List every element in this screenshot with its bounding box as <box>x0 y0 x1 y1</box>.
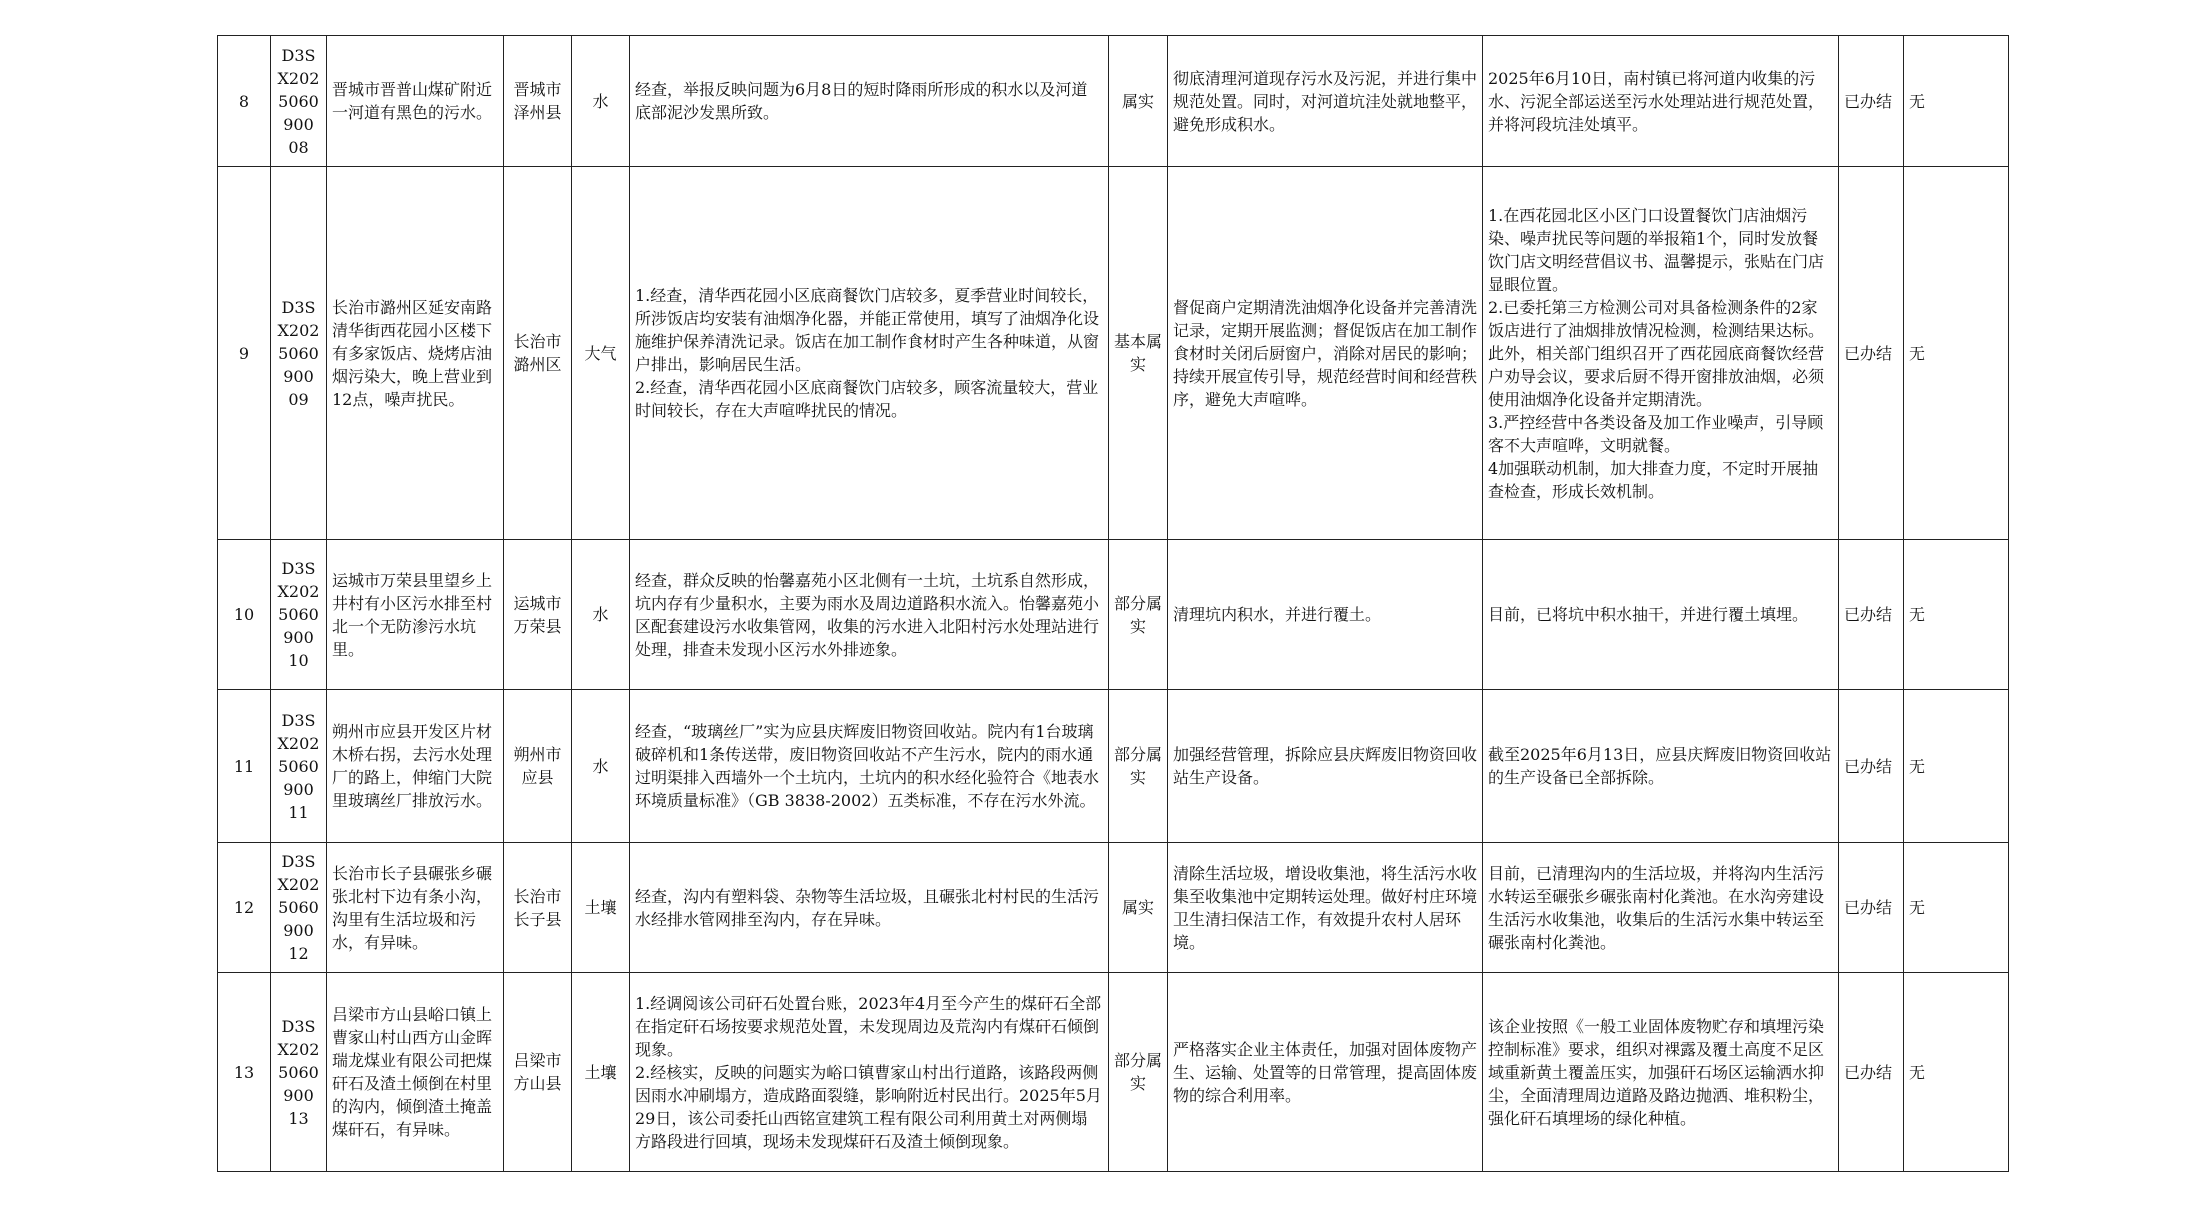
complaint-text: 晋城市晋普山煤矿附近一河道有黑色的污水。 <box>327 36 504 167</box>
case-code: D3SX2025060900 11 <box>271 690 327 843</box>
complaint-text: 吕梁市方山县峪口镇上曹家山村山西方山金晖瑞龙煤业有限公司把煤矸石及渣土倾倒在村里的沟内，倾倒渣土掩盖煤矸石，有异味。 <box>327 973 504 1172</box>
rectification-measures: 督促商户定期清洗油烟净化设备并完善清洗记录，定期开展监测；督促饭店在加工制作食材时关闭后厨窗户，消除对居民的影响；持续开展宣传引导，规范经营时间和经营秩序，避免大声喧哗。 <box>1168 167 1483 540</box>
rectification-measures: 彻底清理河道现存污水及污泥，并进行集中规范处置。同时，对河道坑洼处就地整平，避免形成积水。 <box>1168 36 1483 167</box>
case-code: D3SX2025060900 12 <box>271 843 327 973</box>
table-row <box>218 973 2009 1172</box>
verdict: 部分属实 <box>1109 973 1168 1172</box>
complaint-table <box>217 35 2009 1172</box>
rectification-progress: 2025年6月10日，南村镇已将河道内收集的污水、污泥全部运送至污水处理站进行规范处置，并将河段坑洼处填平。 <box>1483 36 1839 167</box>
complaint-text: 长治市长子县碾张乡碾张北村下边有条小沟，沟里有生活垃圾和污水，有异味。 <box>327 843 504 973</box>
row-number: 11 <box>218 690 271 843</box>
location: 晋城市泽州县 <box>504 36 572 167</box>
status: 已办结 <box>1839 167 1904 540</box>
location: 长治市潞州区 <box>504 167 572 540</box>
accountability: 无 <box>1904 540 2009 690</box>
rectification-progress: 1.在西花园北区小区门口设置餐饮门店油烟污染、噪声扰民等问题的举报箱1个，同时发放餐饮门店文明经营倡议书、温馨提示，张贴在门店显眼位置。 2.已委托第三方检测公司对具备检测条件的2家饭店进行了油烟排放情况检测，检测结果达标。此外，相关部门组织召开了西花园底商餐饮经营户劝导会议，要求后厨不得开窗排放油烟，必须使用油烟净化设备并定期清洗。 3.严控经营中各类设备及加工作业噪声，引导顾客不大声喧哗，文明就餐。 4加强联动机制，加大排查力度，不定时开展抽查检查，形成长效机制。 <box>1483 167 1839 540</box>
complaint-text: 运城市万荣县里望乡上井村有小区污水排至村北一个无防渗污水坑里。 <box>327 540 504 690</box>
pollution-type: 土壤 <box>572 973 630 1172</box>
rectification-progress: 目前，已清理沟内的生活垃圾，并将沟内生活污水转运至碾张乡碾张南村化粪池。在水沟旁建设生活污水收集池，收集后的生活污水集中转运至碾张南村化粪池。 <box>1483 843 1839 973</box>
rectification-measures: 清除生活垃圾，增设收集池，将生活污水收集至收集池中定期转运处理。做好村庄环境卫生清扫保洁工作，有效提升农村人居环境。 <box>1168 843 1483 973</box>
case-code: D3SX2025060900 10 <box>271 540 327 690</box>
investigation-findings: 经查，“玻璃丝厂”实为应县庆辉废旧物资回收站。院内有1台玻璃破碎机和1条传送带，废旧物资回收站不产生污水，院内的雨水通过明渠排入西墙外一个土坑内，土坑内的积水经化验符合《地表水环境质量标准》（GB 3838-2002）五类标准，不存在污水外流。 <box>630 690 1109 843</box>
pollution-type: 大气 <box>572 167 630 540</box>
row-number: 10 <box>218 540 271 690</box>
verdict: 部分属实 <box>1109 540 1168 690</box>
case-code: D3SX2025060900 13 <box>271 973 327 1172</box>
status: 已办结 <box>1839 843 1904 973</box>
accountability: 无 <box>1904 843 2009 973</box>
verdict: 属实 <box>1109 843 1168 973</box>
table-row <box>218 36 2009 167</box>
location: 吕梁市方山县 <box>504 973 572 1172</box>
case-code: D3SX2025060900 08 <box>271 36 327 167</box>
rectification-measures: 严格落实企业主体责任，加强对固体废物产生、运输、处置等的日常管理，提高固体废物的综合利用率。 <box>1168 973 1483 1172</box>
verdict: 属实 <box>1109 36 1168 167</box>
verdict: 基本属实 <box>1109 167 1168 540</box>
table-row <box>218 843 2009 973</box>
row-number: 13 <box>218 973 271 1172</box>
status: 已办结 <box>1839 690 1904 843</box>
table-row <box>218 690 2009 843</box>
pollution-type: 水 <box>572 36 630 167</box>
accountability: 无 <box>1904 973 2009 1172</box>
pollution-type: 土壤 <box>572 843 630 973</box>
row-number: 12 <box>218 843 271 973</box>
investigation-findings: 1.经查，清华西花园小区底商餐饮门店较多，夏季营业时间较长，所涉饭店均安装有油烟净化器，并能正常使用，填写了油烟净化设施维护保养清洗记录。饭店在加工制作食材时产生各种味道，从窗户排出，影响居民生活。 2.经查，清华西花园小区底商餐饮门店较多，顾客流量较大，营业时间较长，存在大声喧哗扰民的情况。 <box>630 167 1109 540</box>
accountability: 无 <box>1904 690 2009 843</box>
rectification-progress: 目前，已将坑中积水抽干，并进行覆土填埋。 <box>1483 540 1839 690</box>
case-code: D3SX2025060900 09 <box>271 167 327 540</box>
investigation-findings: 1.经调阅该公司矸石处置台账，2023年4月至今产生的煤矸石全部在指定矸石场按要求规范处置，未发现周边及荒沟内有煤矸石倾倒现象。 2.经核实，反映的问题实为峪口镇曹家山村出行道路，该路段两侧因雨水冲刷塌方，造成路面裂缝，影响附近村民出行。2025年5月29日，该公司委托山西铭宣建筑工程有限公司利用黄土对两侧塌方路段进行回填，现场未发现煤矸石及渣土倾倒现象。 <box>630 973 1109 1172</box>
complaint-text: 长治市潞州区延安南路清华街西花园小区楼下有多家饭店、烧烤店油烟污染大，晚上营业到12点，噪声扰民。 <box>327 167 504 540</box>
rectification-progress: 该企业按照《一般工业固体废物贮存和填埋污染控制标准》要求，组织对裸露及覆土高度不足区域重新黄土覆盖压实，加强矸石场区运输洒水抑尘，全面清理周边道路及路边抛洒、堆积粉尘，强化矸石填埋场的绿化种植。 <box>1483 973 1839 1172</box>
table-row <box>218 167 2009 540</box>
investigation-findings: 经查，群众反映的怡馨嘉苑小区北侧有一土坑，土坑系自然形成，坑内存有少量积水，主要为雨水及周边道路积水流入。怡馨嘉苑小区配套建设污水收集管网，收集的污水进入北阳村污水处理站进行处理，排查未发现小区污水外排迹象。 <box>630 540 1109 690</box>
verdict: 部分属实 <box>1109 690 1168 843</box>
pollution-type: 水 <box>572 690 630 843</box>
accountability: 无 <box>1904 167 2009 540</box>
row-number: 8 <box>218 36 271 167</box>
accountability: 无 <box>1904 36 2009 167</box>
location: 运城市万荣县 <box>504 540 572 690</box>
location: 朔州市应县 <box>504 690 572 843</box>
status: 已办结 <box>1839 540 1904 690</box>
pollution-type: 水 <box>572 540 630 690</box>
status: 已办结 <box>1839 36 1904 167</box>
table-row <box>218 540 2009 690</box>
document-sheet <box>217 35 2009 1172</box>
status: 已办结 <box>1839 973 1904 1172</box>
rectification-measures: 清理坑内积水，并进行覆土。 <box>1168 540 1483 690</box>
investigation-findings: 经查，沟内有塑料袋、杂物等生活垃圾，且碾张北村村民的生活污水经排水管网排至沟内，存在异味。 <box>630 843 1109 973</box>
complaint-text: 朔州市应县开发区片材木桥右拐，去污水处理厂的路上，伸缩门大院里玻璃丝厂排放污水。 <box>327 690 504 843</box>
investigation-findings: 经查，举报反映问题为6月8日的短时降雨所形成的积水以及河道底部泥沙发黑所致。 <box>630 36 1109 167</box>
rectification-measures: 加强经营管理，拆除应县庆辉废旧物资回收站生产设备。 <box>1168 690 1483 843</box>
row-number: 9 <box>218 167 271 540</box>
rectification-progress: 截至2025年6月13日，应县庆辉废旧物资回收站的生产设备已全部拆除。 <box>1483 690 1839 843</box>
location: 长治市长子县 <box>504 843 572 973</box>
